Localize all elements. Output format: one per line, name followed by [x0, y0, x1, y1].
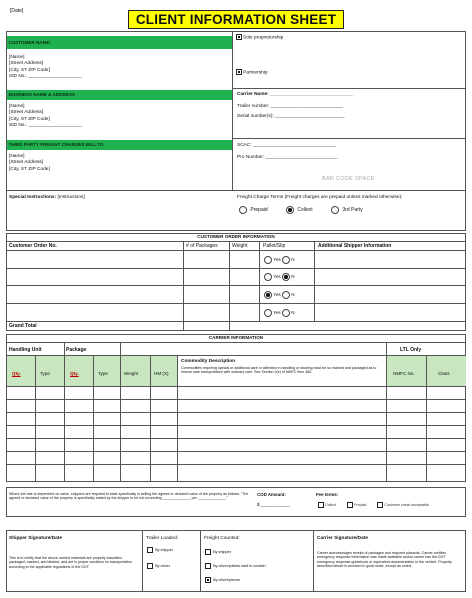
package-label: Package	[66, 347, 87, 353]
divider	[6, 451, 466, 452]
divider	[426, 355, 427, 482]
divider	[232, 31, 233, 190]
checkbox-icon[interactable]	[347, 502, 353, 508]
freight-by-shipper[interactable]	[205, 549, 231, 555]
checkbox-icon[interactable]	[205, 577, 211, 583]
handling-unit-label: Handling Unit	[9, 347, 42, 353]
col-qty: Qty.	[70, 371, 79, 376]
col-nmfc: NMFC No.	[393, 371, 415, 376]
special-instructions-label: Special Instructions:	[9, 195, 57, 200]
carrier-signature-label[interactable]: Carrier Signature/Date	[317, 536, 368, 541]
divider	[232, 138, 466, 139]
divider	[142, 530, 143, 592]
third-party-radio-icon[interactable]	[331, 206, 339, 214]
grand-total-label: Grand Total	[9, 323, 37, 329]
date-field[interactable]: [Date]	[10, 8, 24, 14]
divider	[6, 268, 466, 269]
yes-radio-icon[interactable]	[264, 291, 272, 299]
divider	[183, 241, 184, 331]
fee-terms-options[interactable]	[318, 502, 429, 508]
carrier-header-bg	[7, 356, 177, 387]
shipper-certification: This is to certify that the above-named materials are properly classified, packaged, marked, and labeled, and are in proper condition for transportation according to the applicable regulations of the DOT.	[9, 556, 133, 569]
carrier-name-label: Carrier Name: _______________________________	[237, 92, 353, 97]
collect-label: Collect	[297, 207, 313, 214]
divider	[35, 355, 36, 482]
divider	[6, 386, 466, 387]
divider	[6, 399, 466, 400]
trailer-by-driver[interactable]	[147, 563, 170, 569]
divider	[6, 425, 466, 426]
fee-prepaid: Prepaid	[354, 502, 367, 507]
col-additional-info: Additional Shipper Information	[318, 243, 392, 249]
sole-proprietorship-option[interactable]	[236, 34, 283, 41]
no-label: N	[291, 274, 295, 280]
serial-number-field[interactable]: Serial number(s): __________________________	[237, 114, 345, 119]
freight-counted-label: Freight Counted:	[204, 536, 240, 541]
divider	[232, 88, 466, 89]
prepaid-radio-icon[interactable]	[239, 206, 247, 214]
trailer-loaded-label: Trailer Loaded:	[146, 536, 179, 541]
divider	[229, 241, 230, 331]
col-class: Class	[438, 371, 450, 376]
cod-label: COD Amount:	[257, 492, 286, 497]
divider	[314, 241, 315, 321]
customer-city[interactable]: [City, ST ZIP Code]	[9, 67, 50, 73]
no-label: N	[291, 257, 295, 263]
divider	[6, 250, 466, 251]
yes-radio-icon[interactable]	[264, 309, 272, 317]
business-street[interactable]: [Street Address]	[9, 110, 44, 116]
freight-by-shipper-label: By shipper	[213, 550, 232, 554]
divider	[6, 303, 466, 304]
col-hm: HM (X)	[154, 371, 169, 376]
business-header: BUSINESS NAME & ADDRESS	[7, 90, 232, 100]
third-party-header: THIRD PARTY FREIGHT CHARGES BILL TO	[7, 140, 232, 150]
divider	[6, 285, 466, 286]
no-radio-icon[interactable]	[282, 309, 290, 317]
fee-customer-check: Customer check acceptable	[384, 502, 429, 507]
col-customer-order-no: Customer Order No.	[9, 243, 57, 249]
pallet-slip-row-4[interactable]	[264, 309, 295, 317]
divider	[6, 438, 466, 439]
customer-sid[interactable]: SID No.: ____________________	[9, 74, 82, 80]
pro-number-field[interactable]: Pro Number: ___________________________	[237, 155, 338, 160]
partnership-label: Partnership	[243, 70, 268, 76]
yes-radio-icon[interactable]	[264, 273, 272, 281]
page-title: CLIENT INFORMATION SHEET	[128, 10, 344, 29]
third-party-address[interactable]	[9, 154, 50, 173]
business-name[interactable]: [Name]	[9, 104, 25, 109]
divider	[150, 355, 151, 482]
third-party-name[interactable]: [Name]	[9, 154, 25, 159]
yes-label: Yes	[273, 310, 281, 316]
checkbox-icon[interactable]	[147, 547, 153, 553]
divider	[259, 241, 260, 321]
collect-radio-icon[interactable]	[286, 206, 294, 214]
yes-label: Yes	[273, 257, 281, 263]
checkbox-icon[interactable]	[236, 69, 242, 75]
customer-order-title: CUSTOMER ORDER INFORMATION	[197, 234, 275, 239]
divider	[93, 355, 94, 482]
bar-code-space: BAR CODE SPACE	[322, 176, 375, 182]
trailer-by-shipper[interactable]	[147, 547, 173, 553]
ltl-only-label: LTL Only	[400, 347, 422, 353]
pallet-slip-row-1[interactable]	[264, 256, 295, 264]
divider	[6, 464, 466, 465]
checkbox-icon[interactable]	[205, 549, 211, 555]
third-party-city[interactable]: [City, ST ZIP Code]	[9, 166, 50, 172]
yes-label: Yes	[273, 292, 281, 298]
special-instructions-value[interactable]: [Instructions]	[57, 195, 85, 200]
no-radio-icon[interactable]	[282, 291, 290, 299]
business-city[interactable]: [City, ST ZIP Code]	[9, 116, 50, 122]
no-label: N	[291, 292, 295, 298]
divider	[6, 342, 466, 343]
divider	[6, 190, 466, 191]
partnership-option[interactable]	[236, 69, 268, 76]
divider	[177, 355, 178, 482]
third-party-street[interactable]: [Street Address]	[9, 160, 44, 166]
no-radio-icon[interactable]	[282, 273, 290, 281]
freight-by-driver-pieces-label: By driver/pieces	[213, 578, 241, 582]
checkbox-icon[interactable]	[377, 502, 383, 508]
col-weight: Weight	[232, 243, 248, 249]
divider	[6, 321, 466, 322]
col-weight: Weight	[124, 371, 139, 376]
divider	[6, 241, 466, 242]
no-radio-icon[interactable]	[282, 256, 290, 264]
checkbox-icon[interactable]	[318, 502, 324, 508]
commodity-note: Commodities requiring special or additional care or attention in handling or stowing must be so marked and packaged as to ensure safe transportation with ordinary care. See Section 2(e) of NMFC Item 360.	[181, 366, 377, 375]
yes-radio-icon[interactable]	[264, 256, 272, 264]
divider	[6, 412, 466, 413]
prepaid-label: Prepaid	[250, 207, 268, 214]
freight-terms-label: Freight Charge Terms (Freight charges are prepaid unless marked otherwise):	[237, 195, 403, 200]
customer-address[interactable]	[9, 55, 82, 81]
freight-by-driver-pallets-label: By driver/pallets said to contain	[213, 564, 266, 568]
freight-by-driver-pieces[interactable]	[205, 577, 240, 583]
carrier-name-field[interactable]	[237, 92, 353, 98]
col-packages: # of Packages	[186, 243, 218, 249]
col-type: Type	[40, 371, 50, 376]
no-label: N	[291, 310, 295, 316]
shipper-signature-label[interactable]: Shipper Signature/Date	[9, 536, 63, 541]
customer-name[interactable]: [Name]	[9, 55, 25, 60]
pallet-slip-row-3[interactable]	[264, 291, 295, 299]
divider	[200, 530, 201, 592]
value-note: Where the rate is dependent on value, shippers are required to state specifically in writing the agreed or declared value of the property as follows: "The agreed or declared value of the property is specifically stated by the shipper to be not exceeding ______________ per ______________."	[9, 492, 249, 501]
col-qty: Qty.	[12, 371, 21, 376]
yes-label: Yes	[273, 274, 281, 280]
business-sid[interactable]: SID No.: ____________________	[9, 123, 82, 129]
commodity-title: Commodity Description	[181, 359, 236, 364]
freight-by-driver-pallets[interactable]	[205, 563, 266, 569]
fee-terms-label: Fee terms:	[316, 492, 339, 497]
customer-street[interactable]: [Street Address]	[9, 61, 44, 67]
business-address[interactable]	[9, 104, 82, 130]
fee-collect: Collect	[325, 502, 336, 507]
trailer-by-driver-label: By driver	[155, 564, 171, 568]
col-type: Type	[98, 371, 108, 376]
cod-value[interactable]: $ ____________	[257, 502, 290, 507]
customer-header: CUSTOMER NAME:	[7, 36, 232, 49]
sole-label: Sole proprietorship	[243, 35, 284, 41]
trailer-number-field[interactable]: Trailer number: ___________________________	[237, 104, 343, 109]
freight-terms-options[interactable]	[239, 206, 363, 214]
checkbox-icon[interactable]	[205, 563, 211, 569]
carrier-info-title: CARRIER INFORMATION	[208, 335, 264, 340]
divider	[313, 530, 314, 592]
special-instructions[interactable]	[9, 195, 85, 201]
col-pallet-slip: Pallet/Slip	[263, 243, 286, 249]
scac-field[interactable]: SCAC: _______________________________	[237, 143, 336, 148]
pallet-slip-row-2[interactable]	[264, 273, 295, 281]
checkbox-icon[interactable]	[236, 34, 242, 40]
third-party-label: 3rd Party	[342, 207, 363, 214]
checkbox-icon[interactable]	[147, 563, 153, 569]
carrier-acknowledgement: Carrier acknowledges receipt of packages and required placards. Carrier certifies emergency response information was made available and/or carrier has the DOT emergency response guidebook or equivalent documentation in the vehicle. Property described above is received in good order, except as noted.	[317, 551, 452, 569]
trailer-by-shipper-label: By shipper	[155, 548, 174, 552]
